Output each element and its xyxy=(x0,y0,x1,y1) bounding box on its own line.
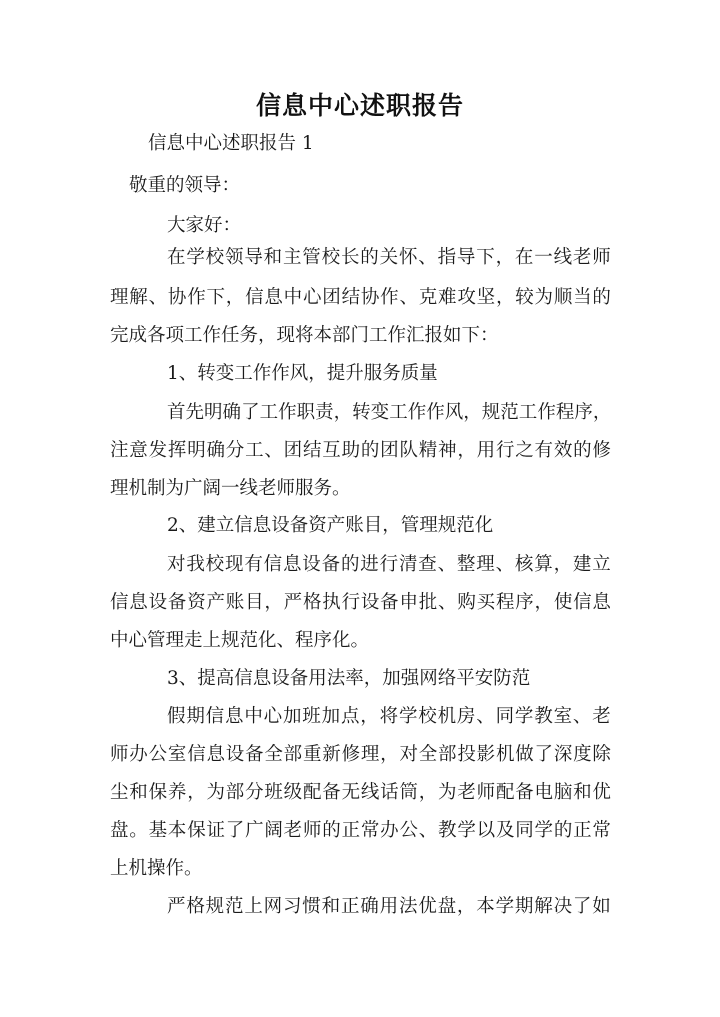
paragraph-line: 理 解 、 协 作 下 ， 信 息 中 心 团 结 协 作 、 克 难 攻 坚 ， 较 为 顺 当 的 xyxy=(110,287,611,308)
document-title: 信息中心述职报告 xyxy=(255,91,464,120)
paragraph-line: 师 办 公 室 信 息 设 备 全 部 重 新 修 理 ， 对 全 部 投 影 机 做 了 深 度 除 xyxy=(110,744,611,765)
section-heading: 1、转变工作作风，提升服务质量 xyxy=(167,363,438,384)
paragraph-line: 盘 。 基 本 保 证 了 广 阔 老 师 的 正 常 办 公 、 教 学 以 及 同 学 的 正 常 xyxy=(110,820,611,841)
paragraph-line: 首 先 明 确 了 工 作 职 责 ， 转 变 工 作 作 风 ， 规 范 工 作 程 序 ， xyxy=(167,402,612,423)
section-heading: 2、建立信息设备资产账目，管理规范化 xyxy=(167,515,494,536)
paragraph-line: 注 意 发 挥 明 确 分 工 、 团 结 互 助 的 团 队 精 神 ， 用 行 之 有 效 的 修 xyxy=(110,440,611,461)
paragraph-line: 对 我 校 现 有 信 息 设 备 的 进 行 清 查 、 整 理 、 核 算 ， 建 立 xyxy=(167,554,611,575)
document-subtitle: 信息中心述职报告 1 xyxy=(148,133,314,154)
paragraph-line: 中心管理走上规范化、程序化。 xyxy=(110,630,370,651)
greeting: 大家好： xyxy=(167,215,242,236)
paragraph-line: 完成各项工作任务，现将本部门工作汇报如下： xyxy=(110,325,499,346)
salutation: 敬重的领导： xyxy=(129,175,241,196)
paragraph-line: 理机制为广阔一线老师服务。 xyxy=(110,478,351,499)
paragraph-line: 上机操作。 xyxy=(110,858,203,879)
paragraph-line: 在 学 校 领 导 和 主 管 校 长 的 关 怀 、 指 导 下 ， 在 一 线 老 师 xyxy=(167,247,611,268)
paragraph-line: 严 格 规 范 上 网 习 惯 和 正 确 用 法 优 盘 ， 本 学 期 解 决 了 如 xyxy=(167,896,611,917)
paragraph-line: 假 期 信 息 中 心 加 班 加 点 ， 将 学 校 机 房 、 同 学 教 室 、 老 xyxy=(167,706,611,727)
paragraph-line: 尘 和 保 养 ， 为 部 分 班 级 配 备 无 线 话 筒 ， 为 老 师 配 备 电 脑 和 优 xyxy=(110,782,611,803)
section-heading: 3、提高信息设备用法率，加强网络平安防范 xyxy=(167,668,531,689)
paragraph-line: 信 息 设 备 资 产 账 目 ， 严 格 执 行 设 备 申 批 、 购 买 程 序 ， 使 信 息 xyxy=(110,592,611,613)
